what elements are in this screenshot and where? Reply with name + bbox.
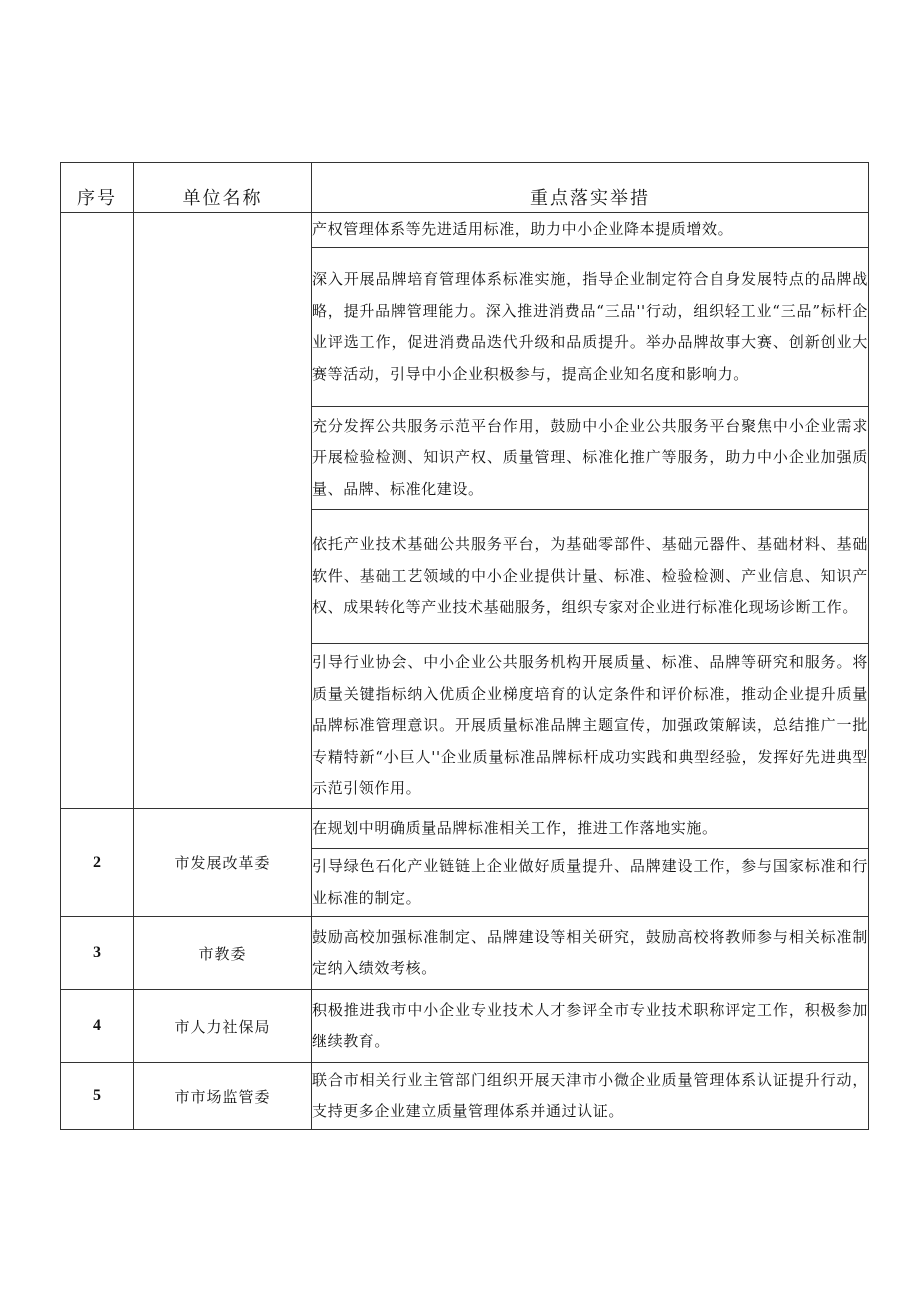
table-row	[61, 1063, 869, 1130]
table-row	[61, 213, 869, 248]
table-row	[61, 809, 869, 849]
measure-cell: 依托产业技术基础公共服务平台，为基础零部件、基础元器件、基础材料、基础软件、基础工艺领域的中小企业提供计量、标准、检验检测、产业信息、知识产权、成果转化等产业技术基础服务，组织专家对企业进行标准化现场诊断工作。	[312, 510, 869, 644]
header-index: 序号	[61, 163, 134, 213]
unit-cell: 市教委	[134, 917, 312, 990]
unit-cell: 市发展改革委	[134, 809, 312, 917]
measure-cell: 充分发挥公共服务示范平台作用，鼓励中小企业公共服务平台聚焦中小企业需求开展检验检测、知识产权、质量管理、标准化推广等服务，助力中小企业加强质量、品牌、标准化建设。	[312, 407, 869, 510]
index-cell: 2	[61, 809, 134, 917]
measure-cell: 深入开展品牌培育管理体系标准实施，指导企业制定符合自身发展特点的品牌战略，提升品牌管理能力。深入推进消费品“三品''行动，组织轻工业“三品”标杆企业评选工作，促进消费品迭代升级和品质提升。举办品牌故事大赛、创新创业大赛等活动，引导中小企业积极参与，提高企业知名度和影响力。	[312, 248, 869, 407]
measure-cell: 鼓励高校加强标准制定、品牌建设等相关研究，鼓励高校将教师参与相关标准制定纳入绩效考核。	[312, 917, 869, 990]
table-row	[61, 917, 869, 990]
unit-cell: 市人力社保局	[134, 990, 312, 1063]
measures-table	[60, 162, 869, 1130]
index-cell: 4	[61, 990, 134, 1063]
index-cell-empty	[61, 213, 134, 809]
measure-cell: 联合市相关行业主管部门组织开展天津市小微企业质量管理体系认证提升行动，支持更多企业建立质量管理体系并通过认证。	[312, 1063, 869, 1130]
measure-cell: 引导行业协会、中小企业公共服务机构开展质量、标准、品牌等研究和服务。将质量关键指标纳入优质企业梯度培育的认定条件和评价标准，推动企业提升质量品牌标准管理意识。开展质量标准品牌主题宣传，加强政策解读，总结推广一批专精特新“小巨人''企业质量标准品牌标杆成功实践和典型经验，发挥好先进典型示范引领作用。	[312, 644, 869, 809]
measure-cell: 在规划中明确质量品牌标准相关工作，推进工作落地实施。	[312, 809, 869, 849]
measure-cell: 引导绿色石化产业链链上企业做好质量提升、品牌建设工作，参与国家标准和行业标准的制定。	[312, 849, 869, 917]
unit-cell-empty	[134, 213, 312, 809]
table-header-row	[61, 163, 869, 213]
unit-cell: 市市场监管委	[134, 1063, 312, 1130]
header-measures: 重点落实举措	[312, 163, 869, 213]
table-row	[61, 990, 869, 1063]
header-unit: 单位名称	[134, 163, 312, 213]
measure-cell: 积极推进我市中小企业专业技术人才参评全市专业技术职称评定工作，积极参加继续教育。	[312, 990, 869, 1063]
measure-cell: 产权管理体系等先进适用标准，助力中小企业降本提质增效。	[312, 213, 869, 248]
index-cell: 5	[61, 1063, 134, 1130]
index-cell: 3	[61, 917, 134, 990]
